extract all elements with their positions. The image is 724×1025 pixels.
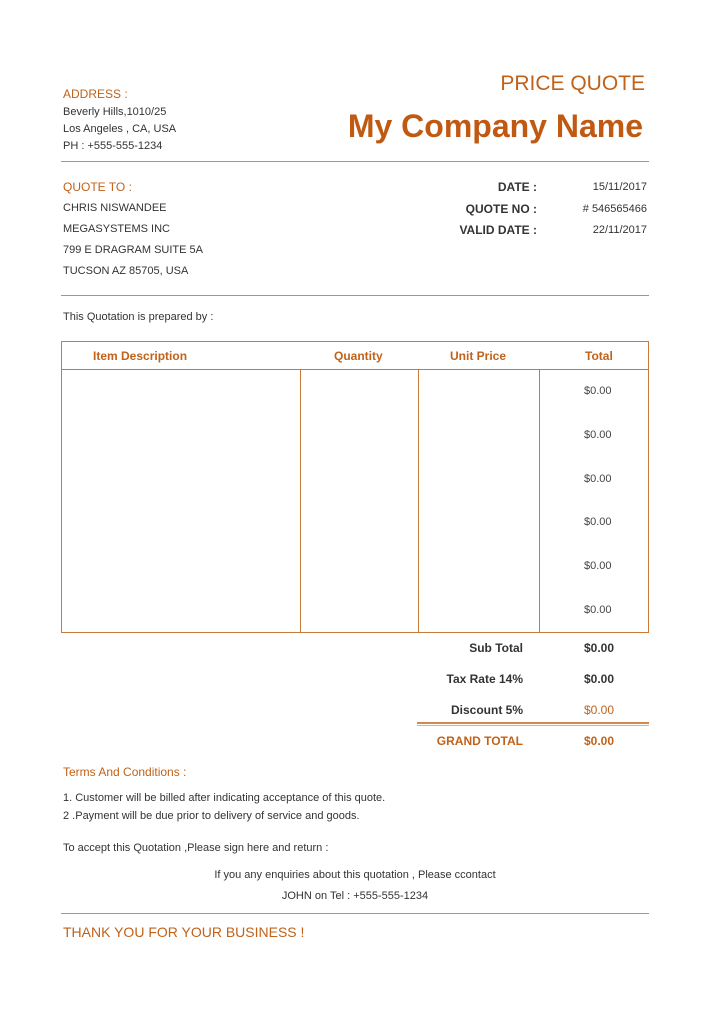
company-name: My Company Name: [347, 108, 643, 144]
contact-line: JOHN on Tel : +555-555-1234: [281, 890, 429, 902]
grand-total-value: $0.00: [584, 734, 615, 748]
header-quantity: Quantity: [334, 349, 383, 363]
column-divider: [539, 370, 540, 632]
date-value: 15/11/2017: [592, 181, 647, 193]
header-divider: [62, 369, 648, 370]
thank-you-message: THANK YOU FOR YOUR BUSINESS !: [63, 924, 305, 940]
header-total: Total: [585, 349, 613, 363]
items-table: [61, 341, 649, 633]
row-total: $0.00: [584, 429, 612, 441]
tax-value: $0.00: [584, 672, 615, 686]
row-total: $0.00: [584, 604, 612, 616]
header-item-description: Item Description: [93, 349, 188, 363]
client-name: CHRIS NISWANDEE: [63, 202, 167, 214]
grand-total-rule: [417, 722, 649, 726]
address-line2: Los Angeles , CA, USA: [63, 123, 177, 135]
row-total: $0.00: [584, 473, 612, 485]
quote-no-value: # 546565466: [582, 203, 647, 215]
subtotal-label: Sub Total: [469, 641, 523, 655]
quote-to-label: QUOTE TO :: [63, 180, 132, 194]
row-total: $0.00: [584, 385, 612, 397]
date-label: DATE :: [497, 180, 537, 194]
divider: [61, 295, 649, 296]
grand-total-label: GRAND TOTAL: [436, 734, 523, 748]
client-address: 799 E DRAGRAM SUITE 5A: [63, 244, 203, 256]
accept-instructions: To accept this Quotation ,Please sign here and return :: [63, 842, 329, 854]
divider: [61, 913, 649, 914]
address-phone: PH : +555-555-1234: [63, 140, 163, 152]
valid-date-value: 22/11/2017: [592, 224, 647, 236]
subtotal-value: $0.00: [584, 641, 615, 655]
tax-label: Tax Rate 14%: [446, 672, 523, 686]
row-total: $0.00: [584, 516, 612, 528]
header-unit-price: Unit Price: [450, 349, 507, 363]
quote-no-label: QUOTE NO :: [465, 202, 537, 216]
address-label: ADDRESS :: [63, 87, 128, 101]
terms-label: Terms And Conditions :: [63, 765, 187, 779]
enquiry-line: If you any enquiries about this quotation , Please ccontact: [214, 869, 496, 881]
term-item: 2 .Payment will be due prior to delivery of service and goods.: [63, 810, 360, 822]
row-total: $0.00: [584, 560, 612, 572]
column-divider: [418, 370, 419, 632]
address-line1: Beverly Hills,1010/25: [63, 106, 167, 118]
divider: [61, 161, 649, 162]
discount-value: $0.00: [584, 703, 615, 717]
client-city: TUCSON AZ 85705, USA: [63, 265, 189, 277]
prepared-by: This Quotation is prepared by :: [63, 311, 214, 323]
column-divider: [300, 370, 301, 632]
document-title: PRICE QUOTE: [500, 72, 645, 95]
valid-date-label: VALID DATE :: [459, 223, 537, 237]
discount-label: Discount 5%: [450, 703, 523, 717]
client-company: MEGASYSTEMS INC: [63, 223, 170, 235]
term-item: 1. Customer will be billed after indicating acceptance of this quote.: [63, 792, 386, 804]
